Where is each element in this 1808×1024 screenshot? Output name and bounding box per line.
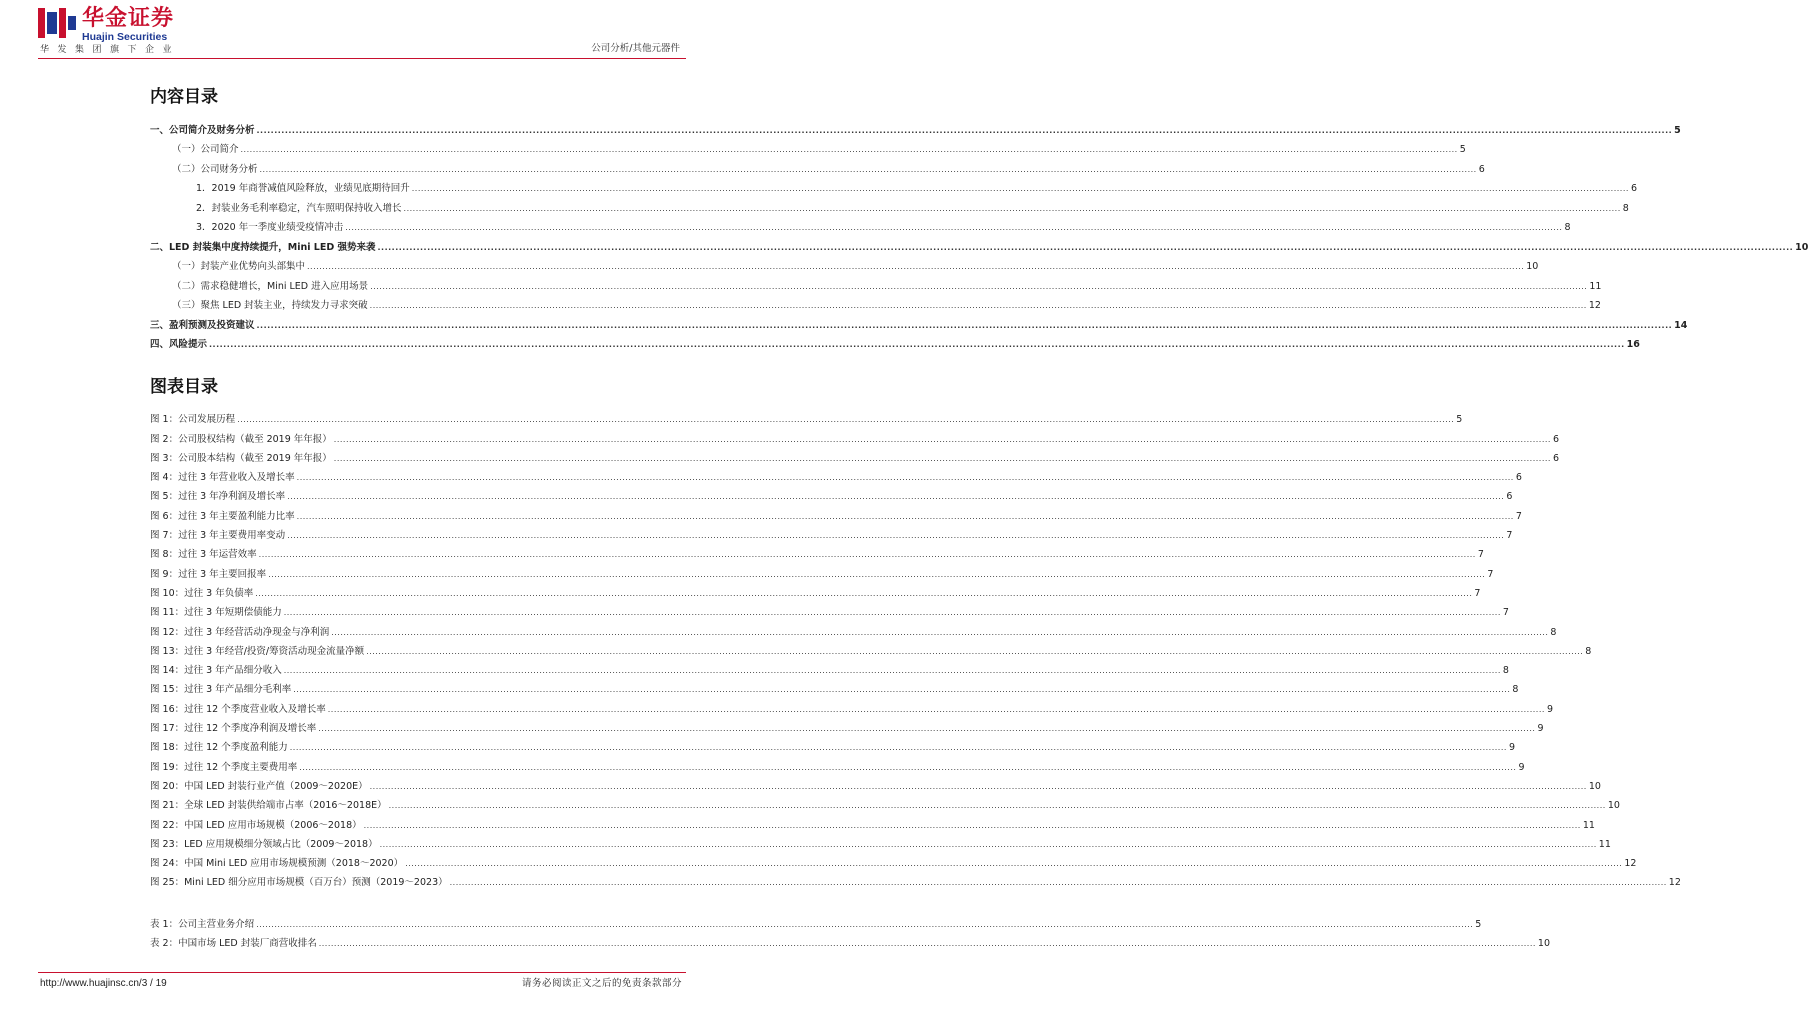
figure-entry-page: 7 [1515,510,1522,522]
figure-entry[interactable] [150,677,1519,696]
figure-entry[interactable] [150,639,1592,658]
figure-entry[interactable] [150,716,1544,735]
dot-leader: ................................................................................................................................................................................................................................................................................................................................................................................................................ [256,919,1474,929]
figure-entry-label: 图 24：中国 Mini LED 应用市场规模预测（2018～2020） [150,858,404,870]
logo-english-name: Huajin Securities [82,31,168,43]
toc-entry-label: 一、公司简介及财务分析 [150,124,255,136]
toc-entry-page: 12 [1588,300,1601,311]
dot-leader: ................................................................................................................................................................................................................................................................................................................................................................................................................ [268,569,1486,579]
toc-entry-page: 5 [1674,124,1681,136]
toc-title: 内容目录 [150,87,218,107]
dot-leader: ................................................................................................................................................................................................................................................................................................................................................................................................................ [293,685,1511,695]
dot-leader: ................................................................................................................................................................................................................................................................................................................................................................................................................ [258,550,1476,560]
figure-entry-label: 图 20：中国 LED 封装行业产值（2009～2020E） [150,780,368,792]
figure-entry-page: 12 [1624,858,1637,870]
toc-entry[interactable] [150,156,1485,176]
toc-entry-label: 3．2020 年一季度业绩受疫情冲击 [196,222,344,233]
toc-entry[interactable] [150,176,1637,196]
toc-entry-page: 16 [1626,339,1640,350]
toc-entry-page: 5 [1459,144,1466,155]
dot-leader: ................................................................................................................................................................................................................................................................................................................................................................................................................ [379,839,1597,849]
figure-entry-label: 图 13：过往 3 年经营/投资/筹资活动现金流量净额 [150,645,365,657]
toc-entry[interactable] [150,234,1808,254]
toc-entry-label: （二）公司财务分析 [172,163,258,175]
figure-entry-label: 图 18：过往 12 个季度盈利能力 [150,742,288,754]
toc-entry-label: （一）公司简介 [172,144,239,155]
dot-leader: ................................................................................................................................................................................................................................................................................................................................................................................................................ [296,473,1514,483]
figure-entry-label: 图 1：公司发展历程 [150,414,236,426]
toc-entry[interactable] [150,332,1640,352]
figure-entry-label: 图 14：过往 3 年产品细分收入 [150,665,282,677]
figure-entry[interactable] [150,832,1611,851]
figure-entry-label: 图 3：公司股本结构（截至 2019 年年报） [150,452,332,464]
toc-entry-page: 8 [1622,202,1629,214]
toc-entry[interactable] [150,195,1629,215]
figure-entry[interactable] [150,812,1595,831]
figure-entry-label: 图 6：过往 3 年主要盈利能力比率 [150,510,295,522]
figure-entry-page: 10 [1607,800,1620,812]
table-entry[interactable] [150,911,1482,931]
dot-leader: ................................................................................................................................................................................................................................................................................................................................................................................................................ [331,627,1549,637]
dot-leader: ................................................................................................................................................................................................................................................................................................................................................................................................................ [366,646,1584,656]
dot-leader: ................................................................................................................................................................................................................................................................................................................................................................................................................ [370,281,1588,291]
dot-leader: ................................................................................................................................................................................................................................................................................................................................................................................................................ [333,434,1551,444]
toc-entry-label: （一）封装产业优势向头部集中 [172,261,306,272]
toc-entry-page: 10 [1526,261,1539,272]
report-category: 公司分析/其他元器件 [591,43,680,54]
toc-entry[interactable] [150,312,1688,332]
dot-leader: ................................................................................................................................................................................................................................................................................................................................................................................................................ [449,878,1667,888]
figure-entry-label: 图 8：过往 3 年运营效率 [150,549,257,561]
dot-leader: ................................................................................................................................................................................................................................................................................................................................................................................................................ [411,184,1629,193]
figure-list [150,407,1681,889]
figure-entry-label: 图 11：过往 3 年短期偿债能力 [150,607,282,619]
table-entry-label: 表 2：中国市场 LED 封装厂商营收排名 [150,938,317,949]
toc-entry[interactable] [150,215,1571,235]
figure-entry[interactable] [150,503,1522,522]
toc-entry-label: 1．2019 年商誉减值风险释放，业绩见底期待回升 [196,183,410,194]
dot-leader: ................................................................................................................................................................................................................................................................................................................................................................................................................ [259,164,1477,174]
toc-entry-page: 8 [1564,222,1571,233]
dot-leader: ................................................................................................................................................................................................................................................................................................................................................................................................................ [405,859,1623,869]
company-logo-icon [38,8,76,38]
figure-entry[interactable] [150,696,1553,715]
toc-entry[interactable] [150,117,1681,137]
toc-entry[interactable] [150,137,1466,157]
figure-entry[interactable] [150,735,1515,754]
table-entry[interactable] [150,931,1550,951]
dot-leader: ................................................................................................................................................................................................................................................................................................................................................................................................................ [255,588,1473,598]
figure-entry[interactable] [150,407,1463,426]
dot-leader: ................................................................................................................................................................................................................................................................................................................................................................................................................ [333,453,1551,463]
figure-entry-page: 9 [1518,761,1525,773]
figure-entry-page: 11 [1582,819,1595,831]
toc-entry-label: （二）需求稳健增长，Mini LED 进入应用场景 [172,280,369,292]
figure-entry-label: 图 16：过往 12 个季度营业收入及增长率 [150,703,326,715]
figure-entry-label: 图 9：过往 3 年主要回报率 [150,568,267,580]
figure-entry-label: 图 17：过往 12 个季度净利润及增长率 [150,723,317,735]
table-entry-label: 表 1：公司主营业务介绍 [150,918,255,930]
dot-leader: ................................................................................................................................................................................................................................................................................................................................................................................................................ [403,203,1621,213]
footer-divider [38,972,686,973]
toc-entry-page: 10 [1795,241,1808,253]
figure-list-title: 图表目录 [150,377,218,397]
figure-entry-page: 7 [1474,587,1481,599]
dot-leader: ................................................................................................................................................................................................................................................................................................................................................................................................................ [299,762,1517,772]
toc-entry-page: 6 [1478,163,1485,175]
figure-entry-label: 图 7：过往 3 年主要费用率变动 [150,530,286,542]
figure-entry[interactable] [150,851,1637,870]
figure-entry-label: 图 22：中国 LED 应用市场规模（2006～2018） [150,819,362,831]
table-entry-page: 10 [1537,938,1550,949]
logo-chinese-name: 华金证券 [82,6,175,31]
dot-leader: ................................................................................................................................................................................................................................................................................................................................................................................................................ [318,939,1536,948]
dot-leader: ................................................................................................................................................................................................................................................................................................................................................................................................................ [287,492,1505,502]
dot-leader: ................................................................................................................................................................................................................................................................................................................................................................................................................ [377,242,1794,252]
figure-entry-page: 12 [1668,877,1681,889]
figure-entry[interactable] [150,774,1601,793]
figure-entry[interactable] [150,658,1509,677]
toc-entry-page: 14 [1674,319,1688,331]
figure-entry[interactable] [150,523,1513,542]
dot-leader: ................................................................................................................................................................................................................................................................................................................................................................................................................ [256,125,1673,135]
header-divider [38,58,686,59]
toc-entry-label: 三、盈利预测及投资建议 [150,319,255,331]
figure-entry-label: 图 25：Mini LED 细分应用市场规模（百万台）预测（2019～2023） [150,877,448,889]
figure-entry-label: 图 10：过往 3 年负债率 [150,587,254,599]
footer-url-page[interactable]: http://www.huajinsc.cn/3 / 19 [40,978,167,989]
toc-entry[interactable] [150,273,1602,293]
figure-entry-page: 11 [1598,838,1611,850]
figure-entry-page: 6 [1552,433,1560,445]
dot-leader: ................................................................................................................................................................................................................................................................................................................................................................................................................ [283,666,1501,676]
figure-entry[interactable] [150,870,1681,889]
toc-entry-page: 6 [1630,183,1637,194]
figure-entry-label: 图 2：公司股权结构（截至 2019 年年报） [150,433,332,445]
figure-entry[interactable] [150,754,1525,773]
figure-entry-page: 8 [1585,645,1592,657]
dot-leader: ................................................................................................................................................................................................................................................................................................................................................................................................................ [369,781,1587,791]
dot-leader: ................................................................................................................................................................................................................................................................................................................................................................................................................ [363,820,1581,830]
figure-entry-page: 7 [1506,530,1513,542]
figure-entry-label: 图 5：过往 3 年净利润及增长率 [150,491,286,503]
figure-entry-page: 9 [1508,742,1515,754]
dot-leader: ................................................................................................................................................................................................................................................................................................................................................................................................................ [237,415,1455,425]
figure-entry-label: 图 12：过往 3 年经营活动净现金与净利润 [150,626,330,638]
figure-entry[interactable] [150,484,1513,503]
figure-entry-label: 图 21：全球 LED 封装供给端市占率（2016～2018E） [150,800,387,812]
dot-leader: ................................................................................................................................................................................................................................................................................................................................................................................................................ [287,531,1505,541]
figure-entry-label: 图 15：过往 3 年产品细分毛利率 [150,684,292,696]
dot-leader: ................................................................................................................................................................................................................................................................................................................................................................................................................ [388,801,1606,811]
figure-entry-page: 8 [1512,684,1519,696]
figure-entry-page: 6 [1552,452,1560,464]
company-tagline: 华发集团旗下企业 [40,45,181,55]
figure-entry-page: 7 [1477,549,1484,561]
figure-entry[interactable] [150,561,1494,580]
dot-leader: ................................................................................................................................................................................................................................................................................................................................................................................................................ [296,511,1514,521]
dot-leader: ................................................................................................................................................................................................................................................................................................................................................................................................................ [240,145,1458,154]
figure-entry-page: 9 [1546,703,1553,715]
dot-leader: ................................................................................................................................................................................................................................................................................................................................................................................................................ [369,301,1587,310]
dot-leader: ................................................................................................................................................................................................................................................................................................................................................................................................................ [345,223,1563,232]
toc-entry[interactable] [150,254,1539,274]
toc-entry-page: 11 [1589,280,1602,292]
dot-leader: ................................................................................................................................................................................................................................................................................................................................................................................................................ [283,608,1501,618]
toc-list [150,117,1808,351]
dot-leader: ................................................................................................................................................................................................................................................................................................................................................................................................................ [327,704,1545,714]
figure-entry-page: 10 [1588,780,1601,792]
figure-entry[interactable] [150,542,1484,561]
figure-entry[interactable] [150,793,1620,812]
figure-entry[interactable] [150,426,1560,445]
dot-leader: ................................................................................................................................................................................................................................................................................................................................................................................................................ [289,743,1507,753]
dot-leader: ................................................................................................................................................................................................................................................................................................................................................................................................................ [209,340,1625,349]
dot-leader: ................................................................................................................................................................................................................................................................................................................................................................................................................ [318,724,1536,734]
figure-entry-page: 8 [1550,626,1557,638]
figure-entry[interactable] [150,446,1560,465]
footer-disclaimer: 请务必阅读正文之后的免责条款部分 [521,978,682,989]
toc-entry-label: （三）聚焦 LED 封装主业，持续发力寻求突破 [172,300,368,311]
figure-entry[interactable] [150,465,1522,484]
figure-entry-page: 8 [1502,665,1509,677]
toc-entry[interactable] [150,293,1601,313]
dot-leader: ................................................................................................................................................................................................................................................................................................................................................................................................................ [307,262,1525,271]
figure-entry-page: 6 [1515,472,1522,484]
figure-entry-page: 7 [1487,568,1494,580]
figure-entry[interactable] [150,581,1481,600]
figure-entry-label: 图 4：过往 3 年营业收入及增长率 [150,472,295,484]
figure-entry-label: 图 23：LED 应用规模细分领域占比（2009～2018） [150,838,378,850]
figure-entry[interactable] [150,619,1557,638]
figure-entry-page: 5 [1456,414,1463,426]
table-entry-page: 5 [1475,918,1482,930]
toc-entry-label: 四、风险提示 [150,339,208,350]
toc-entry-label: 二、LED 封装集中度持续提升，Mini LED 强势来袭 [150,241,376,253]
figure-entry-page: 6 [1506,491,1513,503]
figure-entry-page: 9 [1537,723,1544,735]
figure-entry[interactable] [150,600,1509,619]
toc-entry-label: 2．封装业务毛利率稳定，汽车照明保持收入增长 [196,202,402,214]
dot-leader: ................................................................................................................................................................................................................................................................................................................................................................................................................ [256,320,1673,330]
table-list [150,911,1550,950]
figure-entry-label: 图 19：过往 12 个季度主要费用率 [150,761,298,773]
figure-entry-page: 7 [1502,607,1509,619]
